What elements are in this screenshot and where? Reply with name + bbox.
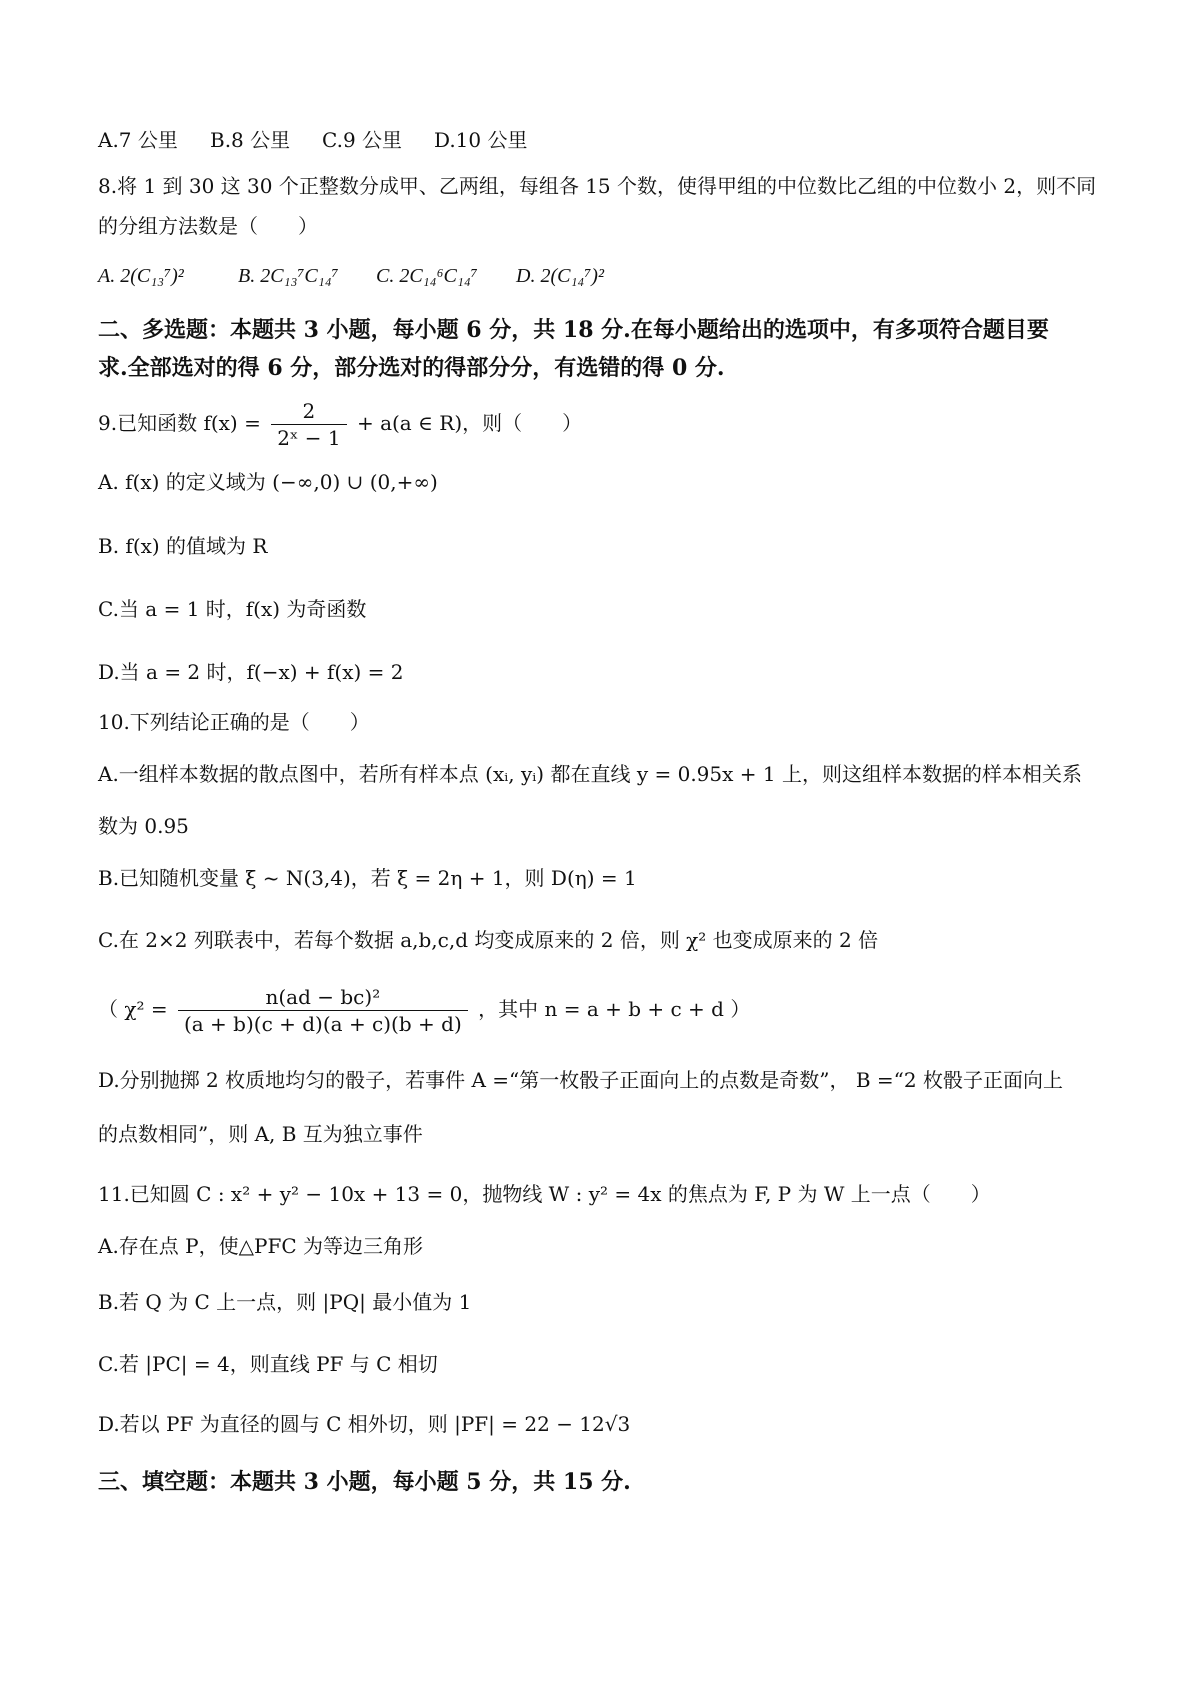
q10-stem: 10.下列结论正确的是（ ） xyxy=(98,710,370,734)
q9-option-b: B. f(x) 的值域为 R xyxy=(98,534,268,558)
q7-option-a: A.7 公里 xyxy=(98,128,178,152)
q7-options xyxy=(98,126,1110,154)
q9-fraction xyxy=(271,398,346,451)
q10-formula-fraction xyxy=(178,984,468,1037)
q9-option-c: C.当 a = 1 时，f(x) 为奇函数 xyxy=(98,597,367,621)
q9-option-d: D.当 a = 2 时，f(−x) + f(x) = 2 xyxy=(98,660,404,684)
q8-option-d: D. 2(C₁₄⁷)² xyxy=(516,265,604,287)
q8-option-a: A. 2(C₁₃⁷)² xyxy=(98,265,184,287)
q10-formula xyxy=(98,982,1110,1037)
q11-option-d: D.若以 PF 为直径的圆与 C 相外切，则 |PF| = 22 − 12√3 xyxy=(98,1412,631,1436)
q7-option-c: C.9 公里 xyxy=(322,128,403,152)
section3-heading: 三、填空题：本题共 3 小题，每小题 5 分，共 15 分. xyxy=(98,1469,631,1495)
q8-stem-line1: 8.将 1 到 30 这 30 个正整数分成甲、乙两组，每组各 15 个数，使得甲组的中位数比乙组的中位数小 2，则不同 xyxy=(98,174,1097,198)
q10-option-d-line2: 的点数相同”，则 A, B 互为独立事件 xyxy=(98,1122,423,1146)
q10-option-c: C.在 2×2 列联表中，若每个数据 a,b,c,d 均变成原来的 2 倍，则 χ² 也变成原来的 2 倍 xyxy=(98,928,879,952)
q9-fraction-numerator: 2 xyxy=(271,398,346,425)
q9-option-a: A. f(x) 的定义域为 (−∞,0) ∪ (0,+∞) xyxy=(98,470,438,494)
q9-fraction-denominator: 2ˣ − 1 xyxy=(277,426,341,450)
q7-option-b: B.8 公里 xyxy=(210,128,291,152)
q11-option-c: C.若 |PC| = 4，则直线 PF 与 C 相切 xyxy=(98,1352,438,1376)
q8-options xyxy=(98,262,1110,290)
q10-formula-denominator: (a + b)(c + d)(a + c)(b + d) xyxy=(183,1012,462,1036)
q10-formula-suffix: ，其中 n = a + b + c + d ） xyxy=(478,997,751,1021)
q10-formula-numerator: n(ad − bc)² xyxy=(178,984,468,1011)
q10-option-a-line2: 数为 0.95 xyxy=(98,814,189,838)
section2-heading-line1: 二、多选题：本题共 3 小题，每小题 6 分，共 18 分.在每小题给出的选项中，有多项符合题目要 xyxy=(98,317,1049,343)
q10-option-a-line1: A.一组样本数据的散点图中，若所有样本点 (xᵢ, yᵢ) 都在直线 y = 0.95x + 1 上，则这组样本数据的样本相关系 xyxy=(98,762,1082,786)
q11-option-a: A.存在点 P，使△PFC 为等边三角形 xyxy=(98,1234,423,1258)
q7-option-d: D.10 公里 xyxy=(434,128,528,152)
q10-option-b: B.已知随机变量 ξ ~ N(3,4)，若 ξ = 2η + 1，则 D(η) = 1 xyxy=(98,866,637,890)
q10-option-d-line1: D.分别抛掷 2 枚质地均匀的骰子，若事件 A =“第一枚骰子正面向上的点数是奇数”， B =“2 枚骰子正面向上 xyxy=(98,1068,1063,1092)
q10-formula-prefix: （ χ² = xyxy=(98,997,168,1021)
q8-option-c: C. 2C₁₄⁶C₁₄⁷ xyxy=(376,265,478,287)
section2-heading-line2: 求.全部选对的得 6 分，部分选对的得部分分，有选错的得 0 分. xyxy=(98,355,725,381)
q8-stem-line2: 的分组方法数是（ ） xyxy=(98,214,318,238)
q9-stem xyxy=(98,396,1110,451)
q9-stem-prefix: 9.已知函数 f(x) = xyxy=(98,411,261,435)
q9-stem-suffix: + a(a ∈ R)，则（ ） xyxy=(356,411,583,435)
q11-option-b: B.若 Q 为 C 上一点，则 |PQ| 最小值为 1 xyxy=(98,1290,472,1314)
q8-option-b: B. 2C₁₃⁷C₁₄⁷ xyxy=(238,265,339,287)
q11-stem: 11.已知圆 C : x² + y² − 10x + 13 = 0，抛物线 W : y² = 4x 的焦点为 F, P 为 W 上一点（ ） xyxy=(98,1182,991,1206)
